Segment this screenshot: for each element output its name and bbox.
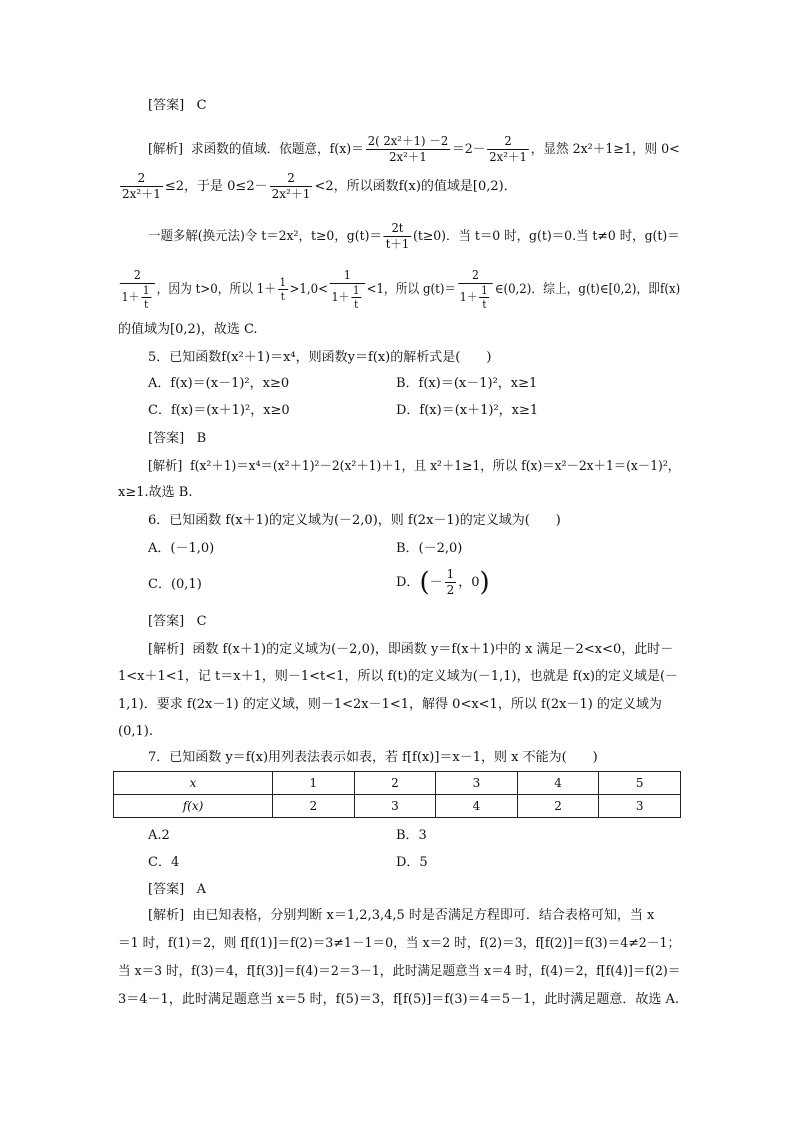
- fraction: $\frac{2t}{t+1}$: [385, 221, 410, 251]
- fx-term: y＝f(x): [347, 350, 391, 365]
- q7-answer-line: [148, 881, 206, 899]
- q5-option-a[interactable]: A．f(x)＝(x－1)²，x≥0: [148, 376, 290, 391]
- fraction: $\frac{1}{t}$: [481, 284, 488, 311]
- answer-tag: [答案]: [148, 882, 185, 897]
- q6-analysis-line-1: [解析] 函数 f(x＋1)的定义域为(－2,0)，即函数 y＝f(x＋1)中的 x 满足－2<x<0，此时－: [148, 642, 674, 657]
- table-cell: 3: [354, 795, 436, 818]
- q6-analysis-line-2: 1<x＋1<1，记 t＝x＋1，则－1<t<1，所以 f(t)的定义域为(－1,1)，也就是 f(x)的定义域是(－: [118, 669, 679, 684]
- q6-option-c[interactable]: C．(0,1): [148, 577, 202, 592]
- q7-analysis-line-4: 3＝4－1，此时满足题意当 x＝5 时，f(5)＝3，f[f(5)]＝f(3)＝4＝5－1，此时满足题意．故选 A.: [118, 992, 680, 1007]
- q5-option-b[interactable]: B．f(x)＝(x－1)²，x≥1: [396, 376, 538, 391]
- analysis-tag: [解析]: [148, 459, 183, 474]
- alt-text: ∈(0,2)．综上，g(t)∈[0,2)，即: [494, 282, 661, 297]
- right-paren: ): [479, 567, 490, 598]
- table-row: [114, 772, 681, 795]
- q5-stem: 5．已知函数f(x²＋1)＝x⁴，则函数y＝f(x)的解析式是( ): [148, 350, 492, 365]
- answer-value: A: [196, 882, 206, 897]
- alt-text: >1,0<: [289, 282, 329, 297]
- q5-answer-line: [148, 430, 206, 448]
- fraction: 2 1＋ $\frac{1}{t}$: [458, 268, 493, 311]
- answer-value: C: [196, 98, 207, 113]
- analysis-text: <2，所以函数: [314, 179, 399, 194]
- table-header-x: x: [114, 772, 273, 795]
- q5-analysis-line-2: x≥1.故选 B.: [118, 485, 193, 500]
- q7-analysis-line-3: 当 x＝3 时，f(3)＝4，f[f(3)]＝f(4)＝2＝3－1，此时满足题意当 x＝4 时，f(4)＝2，f[f(4)]＝f(2)＝: [118, 964, 681, 979]
- analysis-text: ＝: [351, 142, 364, 157]
- table-cell: 2: [517, 795, 599, 818]
- analysis-tag: [解析]: [148, 142, 184, 157]
- q6-option-b[interactable]: B．(－2,0): [396, 541, 463, 556]
- fraction: $\frac{2}{\text{2x²＋1}}$: [122, 171, 161, 201]
- fraction: $\frac{1}{t}$: [143, 284, 150, 311]
- table-cell: 2: [273, 795, 355, 818]
- analysis-text: ，显然 2x²＋1≥1，则 0<: [530, 142, 680, 157]
- q7-option-a[interactable]: A.2: [148, 828, 170, 843]
- q7-stem: 7．已知函数 y＝f(x)用列表法表示如表，若 f[f(x)]＝x－1，则 x 不能为( ): [148, 750, 598, 765]
- q4-analysis-line-1: [148, 134, 680, 165]
- table-cell: 3: [599, 795, 681, 818]
- q6-answer-line: [148, 613, 207, 631]
- fraction: $\frac{\text{2( 2x²＋1) －2}}{\text{2x²＋1}}$: [367, 134, 449, 164]
- answer-tag: [答案]: [148, 614, 185, 629]
- table-cell: 2: [354, 772, 436, 795]
- analysis-text: ＝2－: [452, 142, 486, 157]
- q6-option-d[interactable]: D．(－ $\frac{1}{2}$ ，0): [396, 567, 490, 598]
- table-cell: 5: [599, 772, 681, 795]
- q4-alt-line-3: 的值域为[0,2)，故选 C.: [118, 322, 258, 337]
- fraction: $\frac{1}{t}$: [353, 284, 360, 311]
- alt-text: (t≥0)．当 t＝0 时，g(t)＝0.当 t≠0 时，g(t)＝: [412, 229, 680, 244]
- fx-term: f(x²＋1): [221, 350, 271, 365]
- table-row: [114, 795, 681, 818]
- q7-option-b[interactable]: B．3: [396, 828, 427, 843]
- q5-option-d[interactable]: D．f(x)＝(x＋1)²，x≥1: [396, 403, 539, 418]
- analysis-tag: [解析]: [148, 642, 185, 657]
- fx-term: f(x): [329, 142, 352, 157]
- answer-tag: [答案]: [148, 431, 185, 446]
- table-cell: 1: [273, 772, 355, 795]
- q7-analysis-line-1: [解析] 由已知表格，分别判断 x＝1,2,3,4,5 时是否满足方程即可．结合表格可知，当 x: [148, 908, 655, 923]
- fx-term: f(x): [660, 282, 681, 297]
- alt-text: <1，所以 g(t)＝: [366, 282, 457, 297]
- q4-alt-line-1: [148, 221, 680, 252]
- table-cell: 4: [436, 795, 518, 818]
- alt-text: 一题多解(换元法)令 t＝2x²，t≥0，g(t)＝: [148, 229, 382, 244]
- fraction: 1 1＋ $\frac{1}{t}$: [330, 268, 365, 311]
- fx-term: f(x): [398, 179, 421, 194]
- q5-option-c[interactable]: C．f(x)＝(x＋1)²，x≥0: [148, 403, 290, 418]
- analysis-text: 的值域是[0,2)．: [420, 179, 517, 194]
- q6-stem: 6．已知函数 f(x＋1)的定义域为(－2,0)，则 f(2x－1)的定义域为( ): [148, 513, 561, 528]
- q6-analysis-line-4: (0,1).: [118, 724, 153, 739]
- answer-value: B: [196, 431, 207, 446]
- answer-tag: [答案]: [148, 98, 185, 113]
- analysis-tag: [解析]: [148, 908, 185, 923]
- fraction: $\frac{1}{2}$: [446, 567, 455, 597]
- function-table: [113, 771, 681, 818]
- q7-analysis-line-2: ＝1 时，f(1)＝2，则 f[f(1)]＝f(2)＝3≠1－1＝0，当 x＝2 时，f(2)＝3，f[f(2)]＝f(3)＝4≠2－1；: [118, 936, 681, 951]
- fraction: 2 1＋ $\frac{1}{t}$: [120, 268, 155, 311]
- q4-answer-line: [148, 97, 207, 115]
- alt-text: ，因为 t>0，所以 1＋: [156, 282, 276, 297]
- analysis-text: 求函数的值域．依题意，: [191, 142, 330, 157]
- analysis-text: ≤2，于是 0≤2－: [164, 179, 268, 194]
- q6-option-a[interactable]: A．(－1,0): [148, 541, 215, 556]
- table-cell: 4: [517, 772, 599, 795]
- q6-analysis-line-3: 1,1)．要求 f(2x－1) 的定义域，则－1<2x－1<1，解得 0<x<1，所以 f(2x－1) 的定义域为: [118, 697, 662, 712]
- q7-option-c[interactable]: C．4: [148, 855, 180, 870]
- q4-alt-line-2: [118, 268, 680, 311]
- fraction: $\frac{2}{\text{2x²＋1}}$: [271, 171, 311, 201]
- q4-analysis-line-2: [118, 171, 517, 202]
- q7-option-d[interactable]: D．5: [396, 855, 428, 870]
- q5-analysis-line-1: [解析] f(x²＋1)＝x⁴＝(x²＋1)²－2(x²＋1)＋1，且 x²＋1≥1，所以 f(x)＝x²－2x＋1＝(x－1)²，: [148, 459, 681, 474]
- fraction: $\frac{1}{t}$: [279, 276, 286, 303]
- table-header-fx: f(x): [114, 795, 273, 818]
- fraction: $\frac{2}{\text{2x²＋1}}$: [489, 134, 527, 164]
- answer-value: C: [196, 614, 207, 629]
- table-cell: 3: [436, 772, 518, 795]
- left-paren: (: [419, 567, 430, 598]
